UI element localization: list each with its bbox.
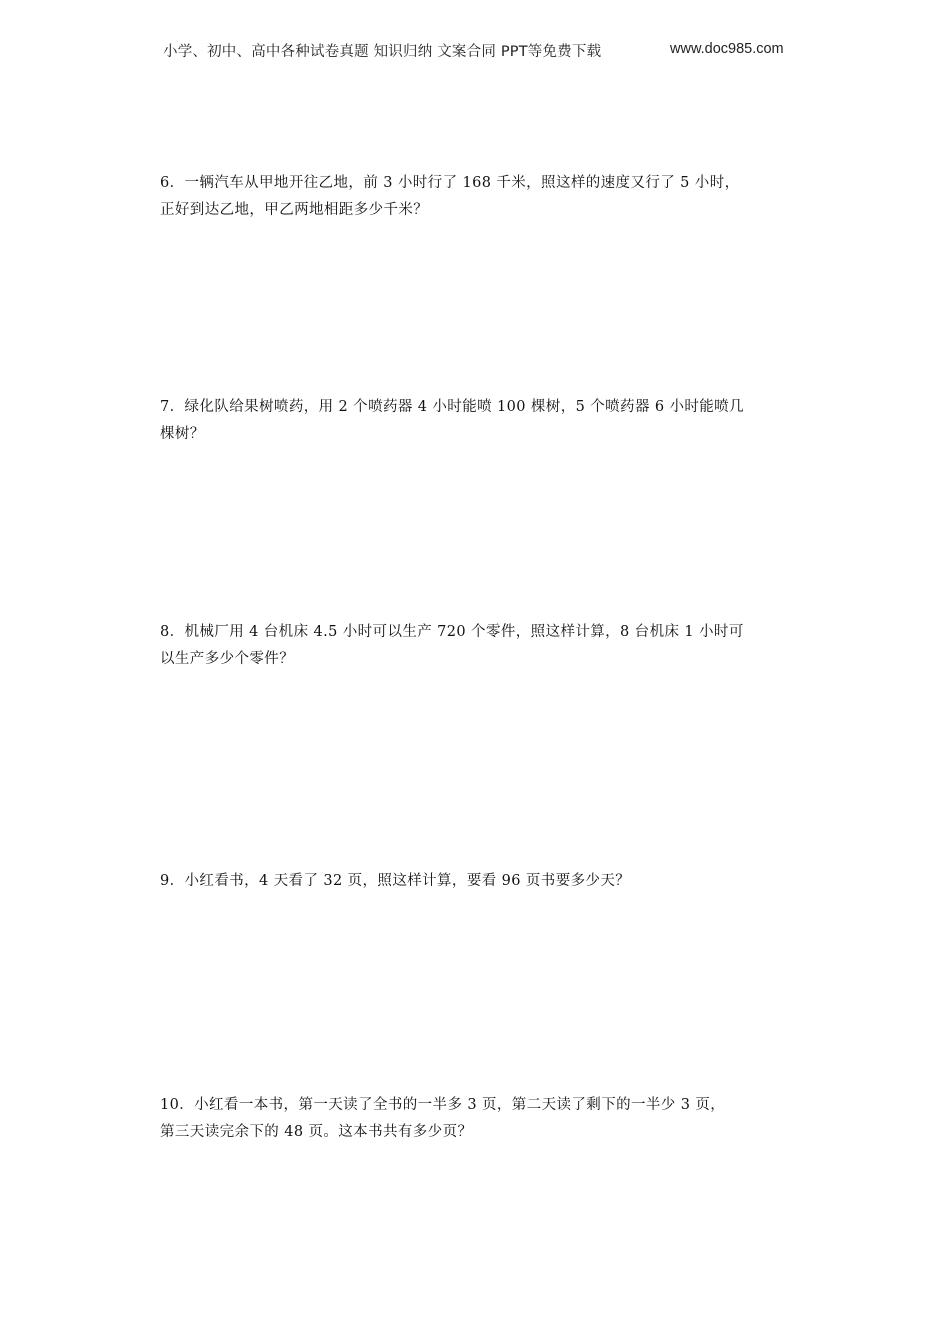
question-10 — [160, 1092, 792, 1146]
question-line: 棵树？ — [160, 426, 205, 442]
page-header — [0, 40, 950, 64]
header-text: 小学、初中、高中各种试卷真题 知识归纳 文案合同 PPT等免费下载 — [163, 44, 602, 60]
header-url-link[interactable]: www.doc985.com — [670, 41, 784, 57]
question-line: 6．一辆汽车从甲地开往乙地，前 3 小时行了 168 千米，照这样的速度又行了 5 小时， — [160, 175, 740, 191]
question-line: 第三天读完余下的 48 页。这本书共有多少页？ — [160, 1124, 473, 1140]
question-9 — [160, 868, 792, 895]
question-8 — [160, 619, 792, 673]
question-line: 正好到达乙地，甲乙两地相距多少千米？ — [160, 202, 429, 218]
question-line: 8．机械厂用 4 台机床 4.5 小时可以生产 720 个零件，照这样计算，8 台机床 1 小时可 — [160, 624, 744, 640]
question-line: 9．小红看书，4 天看了 32 页，照这样计算，要看 96 页书要多少天？ — [160, 873, 631, 889]
question-6 — [160, 170, 792, 224]
question-line: 10．小红看一本书，第一天读了全书的一半多 3 页，第二天读了剩下的一半少 3 页， — [160, 1097, 726, 1113]
question-line: 以生产多少个零件？ — [160, 651, 295, 667]
question-line: 7．绿化队给果树喷药，用 2 个喷药器 4 小时能喷 100 棵树，5 个喷药器 6 小时能喷几 — [160, 399, 744, 415]
question-7 — [160, 394, 792, 448]
